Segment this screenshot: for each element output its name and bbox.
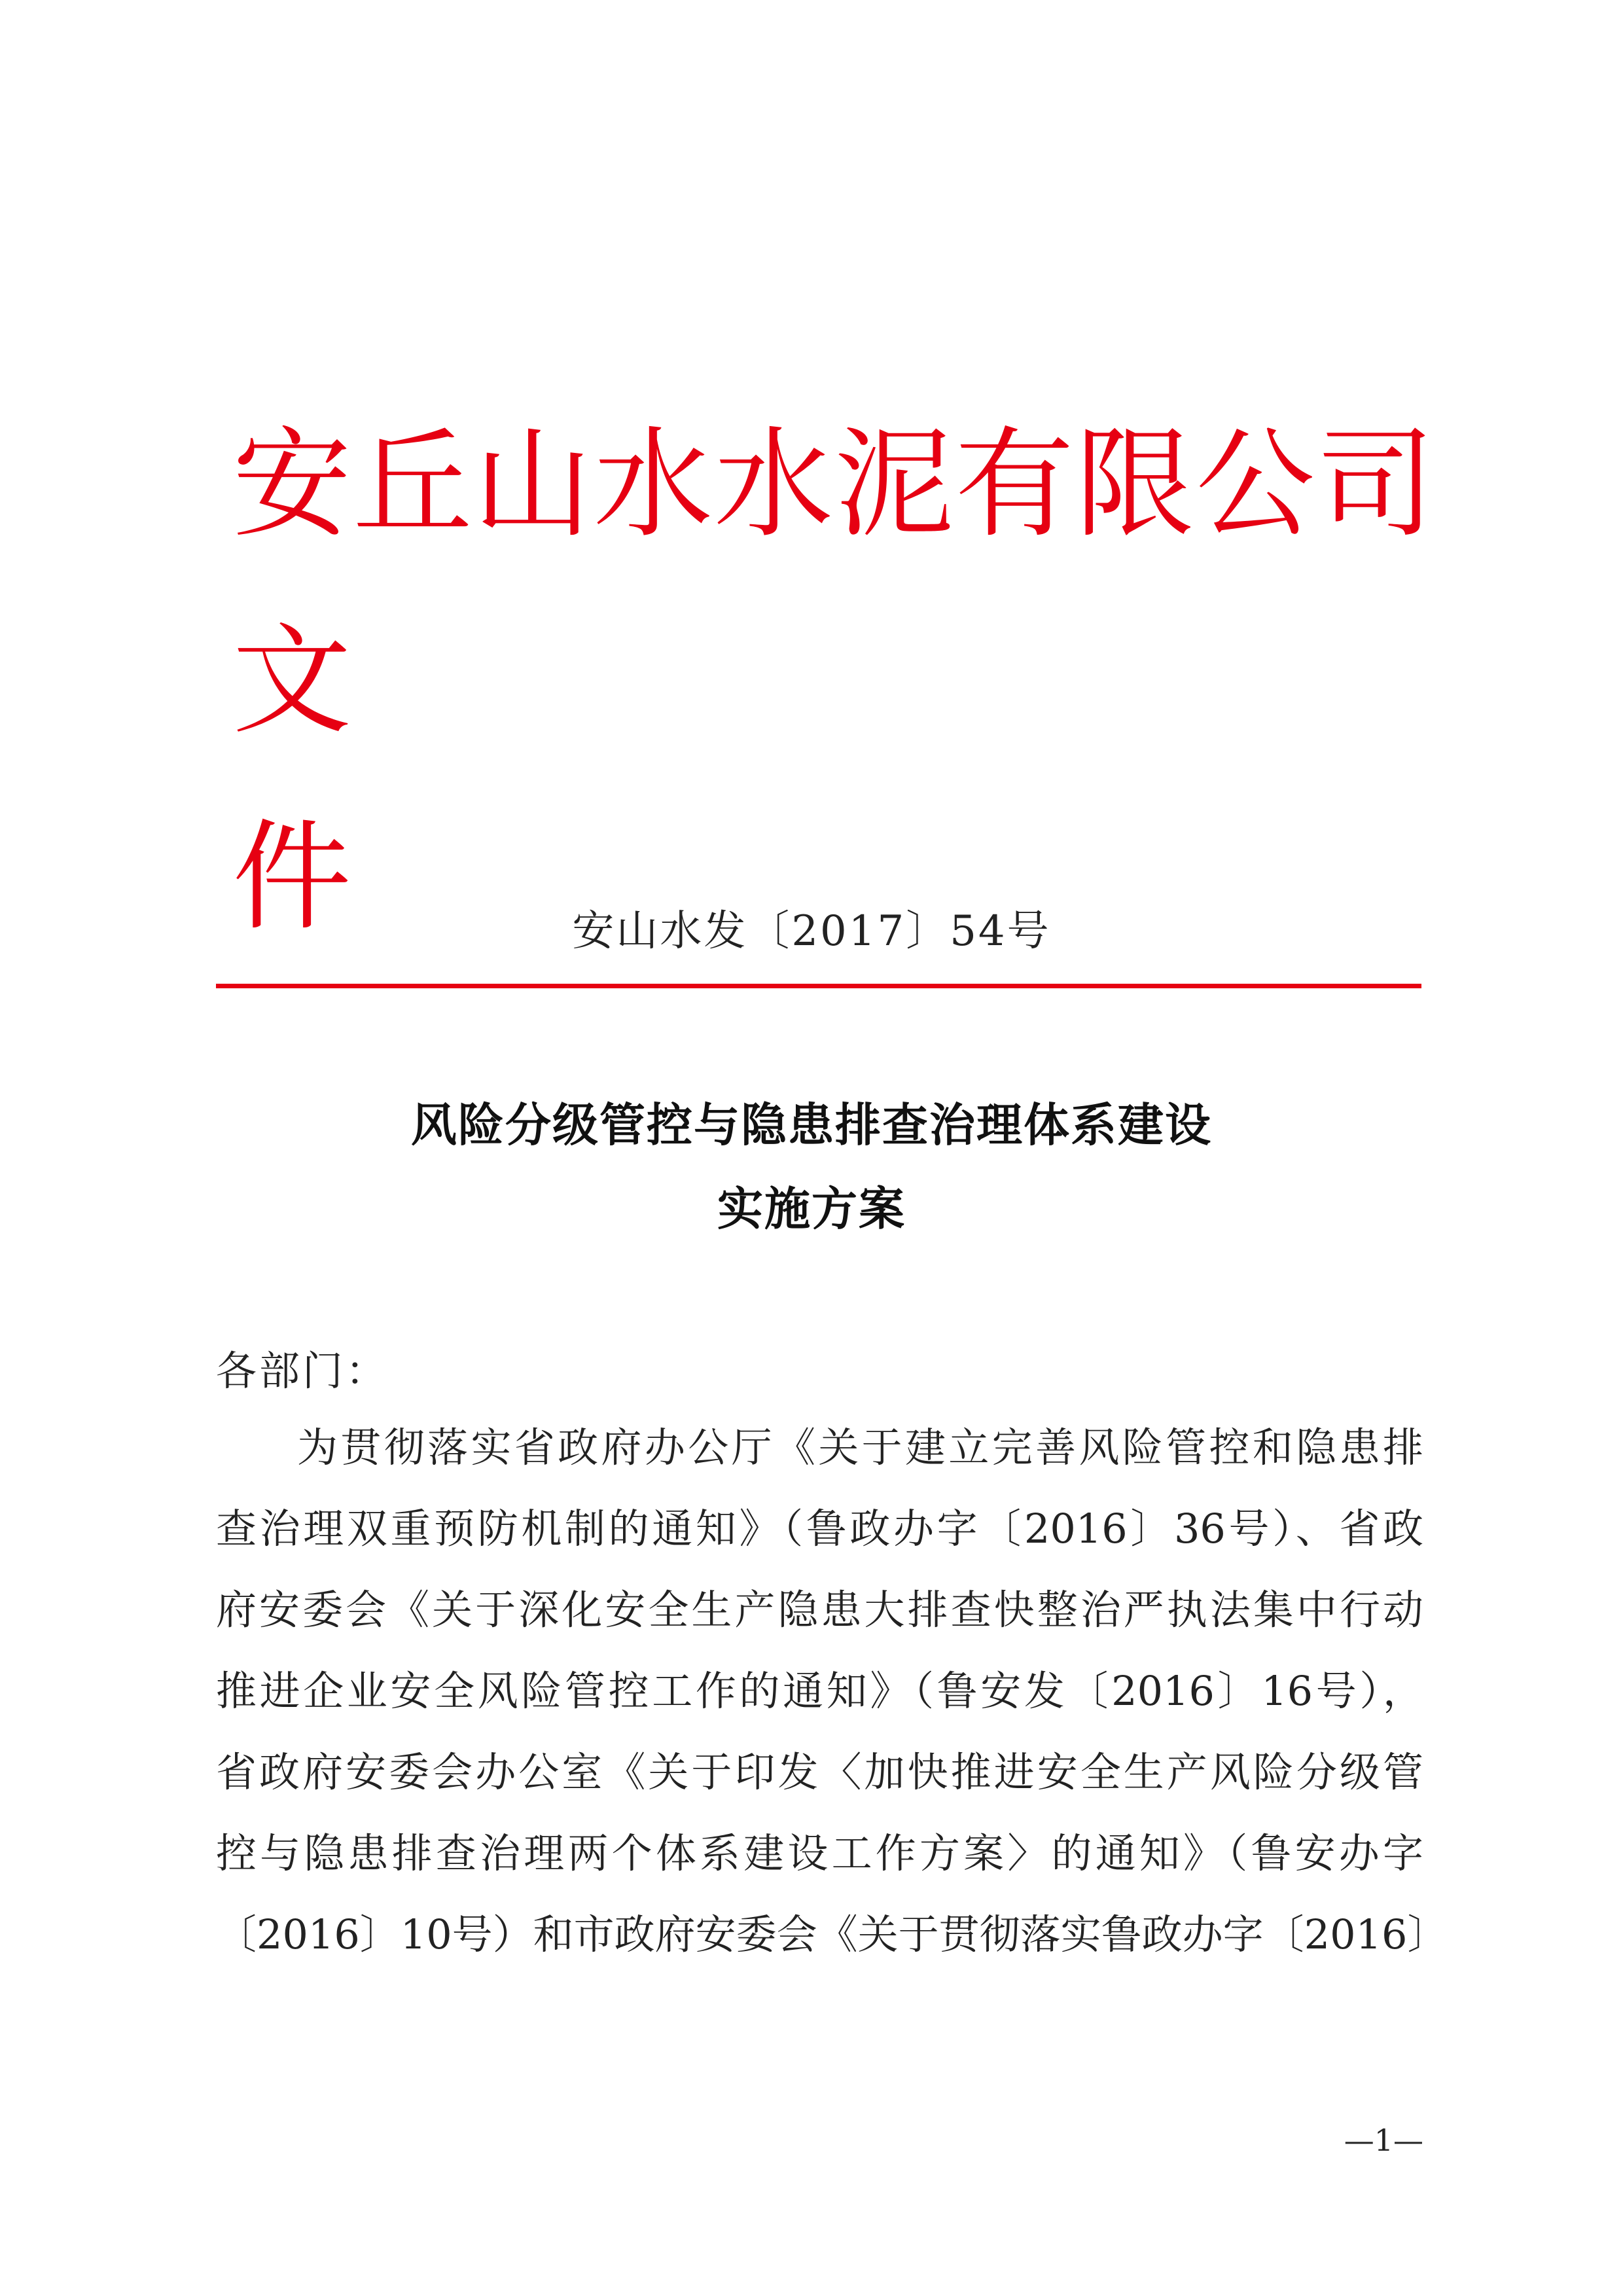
body-line: 府安委会《关于深化安全生产隐患大排查快整治严执法集中行动	[216, 1586, 1423, 1634]
body-line: 推进企业安全风险管控工作的通知》（鲁安发〔2016〕16号），	[216, 1667, 1423, 1715]
salutation: 各部门：	[216, 1347, 389, 1395]
document-number: 安山水发〔2017〕54号	[572, 907, 1051, 956]
document-title	[0, 1083, 1623, 1251]
body-line: 省政府安委会办公室《关于印发〈加快推进安全生产风险分级管	[216, 1748, 1423, 1796]
masthead-title	[232, 386, 1476, 975]
title-line: 风险分级管控与隐患排查治理体系建设	[411, 1098, 1212, 1152]
masthead-line: 安丘山水水泥有限公司文	[232, 415, 1436, 750]
body-line: 〔2016〕10号）和市政府安委会《关于贯彻落实鲁政办字〔2016〕	[216, 1910, 1448, 1958]
red-separator-line	[216, 984, 1421, 988]
page-number: —1—	[1344, 2123, 1423, 2158]
body-paragraph	[216, 1407, 1448, 1975]
body-line: 控与隐患排查治理两个体系建设工作方案〉的通知》（鲁安办字	[216, 1829, 1423, 1877]
masthead-line: 件	[232, 808, 353, 946]
body-line: 为贯彻落实省政府办公厅《关于建立完善风险管控和隐患排	[297, 1424, 1423, 1471]
title-line: 实施方案	[717, 1182, 906, 1236]
body-line: 查治理双重预防机制的通知》（鲁政办字〔2016〕36号）、省政	[216, 1505, 1423, 1552]
